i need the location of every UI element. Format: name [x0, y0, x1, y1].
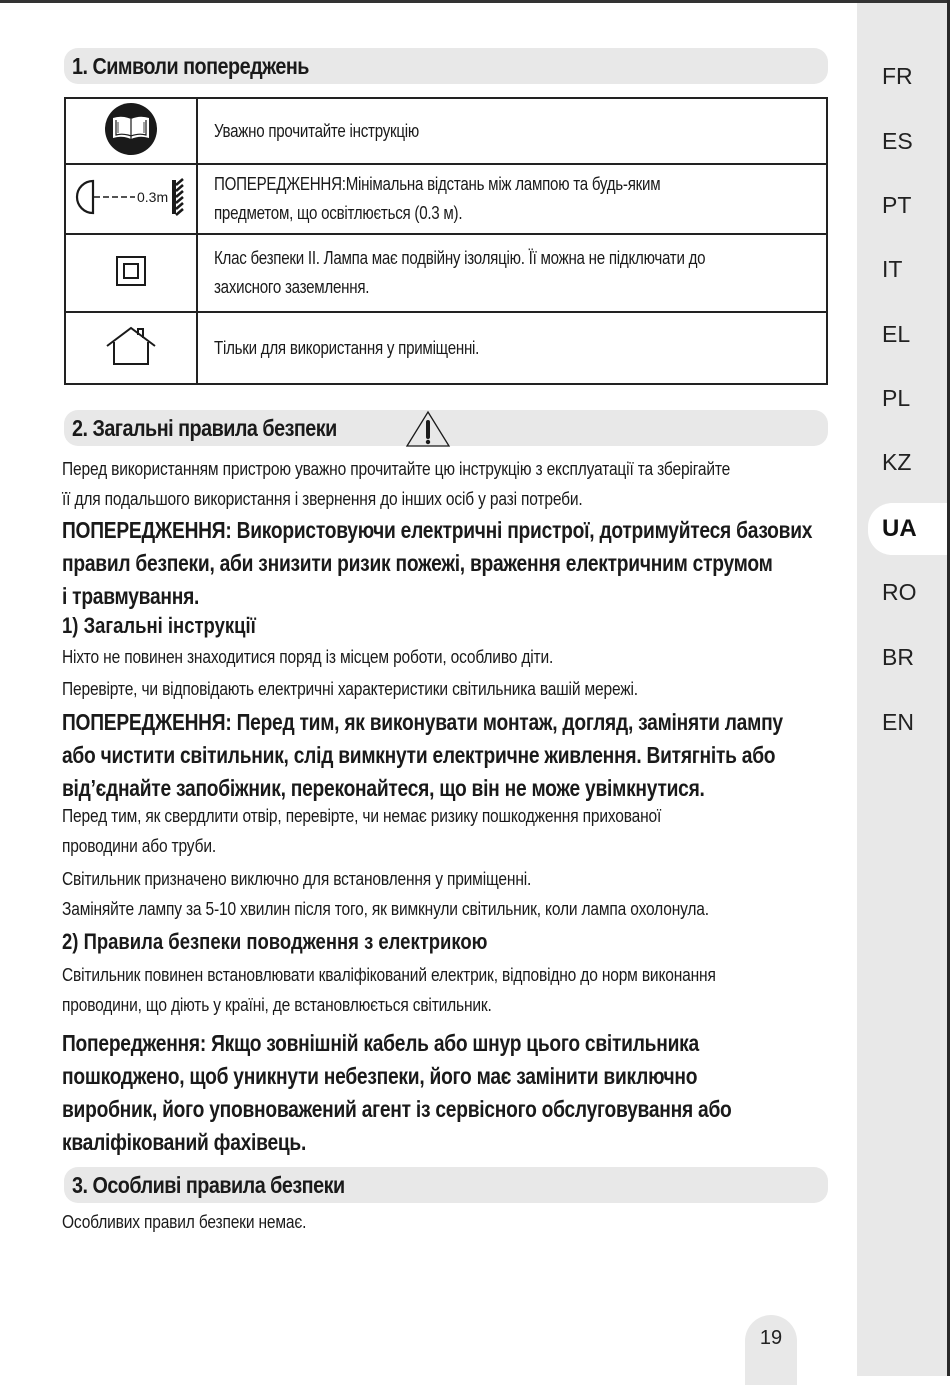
intro-line: Перед використанням пристрою уважно прочитайте цю інструкцію з експлуатації та зберігайте [62, 458, 731, 479]
symbol-description: Тільки для використання у приміщенні. [197, 312, 827, 384]
paragraph: Світильник повинен встановлювати кваліфікований електрик, відповідно до норм виконання [62, 964, 716, 985]
symbol-cell [65, 164, 197, 234]
warning-text: від’єднайте запобіжник, переконайтеся, що він не може увімкнутися. [62, 775, 705, 801]
indoor-house-icon [105, 326, 157, 366]
warning-text: або чистити світильник, слід вимкнути електричне живлення. Витягніть або [62, 742, 776, 768]
symbol-cell [65, 234, 197, 312]
warning-text: пошкоджено, щоб уникнути небезпеки, його має замінити виключно [62, 1063, 698, 1089]
paragraph: Особливих правил безпеки немає. [62, 1211, 307, 1232]
symbol-cell [65, 98, 197, 164]
lang-tab-kz[interactable]: KZ [882, 449, 912, 475]
warning-text: кваліфікований фахівець. [62, 1129, 307, 1155]
lang-tab-br[interactable]: BR [882, 644, 914, 670]
class-ii-icon [116, 256, 146, 286]
section-3-title: 3. Особливі правила безпеки [72, 1172, 345, 1198]
paragraph: Заміняйте лампу за 5-10 хвилин після того, як вимкнули світильник, коли лампа охолонула. [62, 898, 709, 919]
section-3-header [64, 1167, 828, 1203]
paragraph: Світильник призначено виключно для встановлення у приміщенні. [62, 868, 532, 889]
warning-triangle-icon [405, 410, 451, 448]
page-frame-top [0, 0, 950, 3]
symbol-row [65, 98, 827, 164]
symbol-row [65, 164, 827, 234]
lang-tab-el[interactable]: EL [882, 321, 911, 347]
lang-tab-es[interactable]: ES [882, 128, 913, 154]
warning-text: ПОПЕРЕДЖЕННЯ: Перед тим, як виконувати монтаж, догляд, заміняти лампу [62, 709, 783, 735]
lang-tab-ua[interactable]: UA [868, 503, 947, 555]
section-1-header [64, 48, 828, 84]
lang-tab-it[interactable]: IT [882, 256, 903, 282]
warning-text: Попередження: Якщо зовнішній кабель або шнур цього світильника [62, 1030, 699, 1056]
symbol-description: Уважно прочитайте інструкцію [197, 98, 827, 164]
svg-text:0.3m: 0.3m [137, 188, 169, 205]
warning-text: виробник, його уповноважений агент із сервісного обслуговування або [62, 1096, 732, 1122]
warning-symbols-table [64, 97, 828, 385]
paragraph: Перед тим, як свердлити отвір, перевірте, чи немає ризику пошкодження прихованої [62, 805, 662, 826]
paragraph: проводини, що діють у країні, де встановлюється світильник. [62, 994, 492, 1015]
min-distance-icon [73, 175, 189, 219]
lang-tab-pl[interactable]: PL [882, 385, 911, 411]
lang-tab-en[interactable]: EN [882, 709, 914, 735]
page-number: 19 [745, 1315, 797, 1385]
symbol-row [65, 312, 827, 384]
warning-text: ПОПЕРЕДЖЕННЯ: Використовуючи електричні пристрої, дотримуйтеся базових [62, 517, 813, 543]
subsection-2-title: 2) Правила безпеки поводження з електрикою [62, 929, 488, 954]
symbol-cell [65, 312, 197, 384]
intro-line: її для подальшого використання і звернення до інших осіб у разі потреби. [62, 488, 583, 509]
section-1-title: 1. Символи попереджень [72, 53, 309, 79]
symbol-description: Клас безпеки II. Лампа має подвійну ізоляцію. Її можна не підключати до захисного заземлення. [197, 234, 827, 312]
subsection-1-title: 1) Загальні інструкції [62, 613, 256, 638]
symbol-row [65, 234, 827, 312]
symbol-description: ПОПЕРЕДЖЕННЯ:Мінімальна відстань між лампою та будь-яким предметом, що освітлюється (0.3 м). [197, 164, 827, 234]
section-2-title: 2. Загальні правила безпеки [72, 415, 337, 441]
warning-text: і травмування. [62, 583, 200, 609]
lang-tab-fr[interactable]: FR [882, 63, 913, 89]
paragraph: Ніхто не повинен знаходитися поряд із місцем роботи, особливо діти. [62, 646, 554, 667]
paragraph: проводини або труби. [62, 835, 216, 856]
warning-text: правил безпеки, аби знизити ризик пожежі, враження електричним струмом [62, 550, 773, 576]
lang-tab-ro[interactable]: RO [882, 579, 917, 605]
lang-tab-pt[interactable]: PT [882, 192, 912, 218]
paragraph: Перевірте, чи відповідають електричні характеристики світильника вашій мережі. [62, 678, 638, 699]
read-manual-icon [104, 102, 158, 156]
